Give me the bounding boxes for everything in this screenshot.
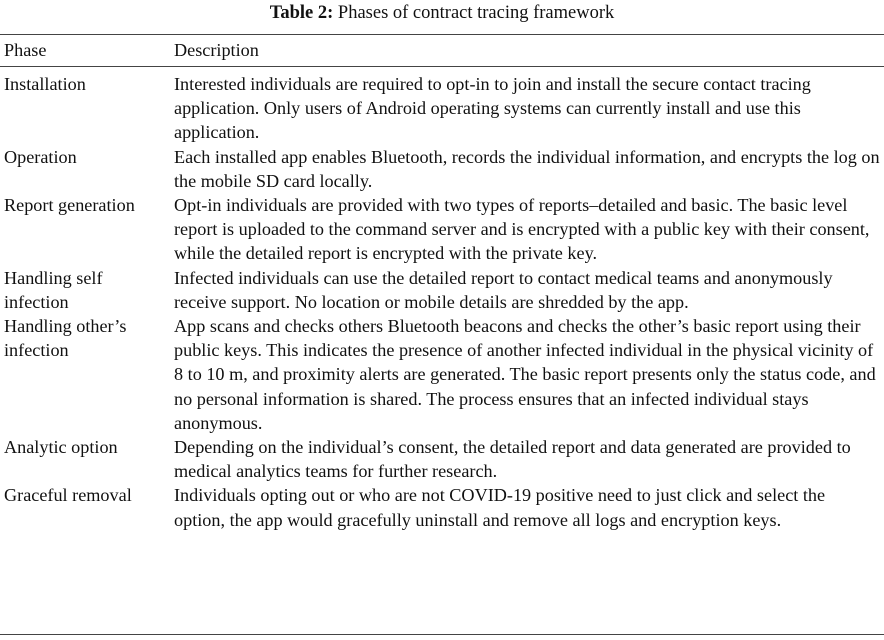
column-header-description: Description: [174, 40, 259, 60]
table-row: [0, 483, 884, 531]
table-row: [0, 193, 884, 266]
phase-cell: Handling other’s infection: [4, 316, 127, 361]
phase-cell: Handling self infection: [4, 267, 103, 312]
description-cell: App scans and checks others Bluetooth beacons and checks the other’s basic report using their public keys. This indicates the presence of another infected individual in the physical vicinity of 8 to 10 m, and proximity alerts are generated. The basic report presents only the status code, and no personal information is shared. The process ensures that an infected individual stays anonymous.: [174, 316, 876, 433]
table-row: [0, 266, 884, 314]
description-cell: Each installed app enables Bluetooth, records the individual information, and encrypts the log on the mobile SD card locally.: [174, 146, 880, 191]
column-header-phase: Phase: [4, 40, 47, 60]
table-top-rule: [0, 34, 884, 35]
table-caption: [0, 2, 884, 24]
description-cell: Infected individuals can use the detailed report to contact medical teams and anonymously receive support. No location or mobile details are shredded by the app.: [174, 267, 833, 312]
phase-cell: Installation: [4, 74, 86, 94]
description-cell: Individuals opting out or who are not COVID-19 positive need to just click and select the option, the app would gracefully uninstall and remove all logs and encryption keys.: [174, 485, 826, 530]
table-title: Phases of contract tracing framework: [337, 3, 615, 23]
table-header-row: [0, 38, 884, 68]
phase-cell: Analytic option: [4, 437, 118, 458]
description-cell: Depending on the individual’s consent, the detailed report and data generated are provided to medical analytics teams for further research.: [174, 437, 851, 482]
description-cell: Interested individuals are required to opt-in to join and install the secure contact tracing application. Only users of Android operating systems can currently install and use this application.: [174, 74, 811, 143]
table-number: Table 2:: [269, 3, 334, 23]
table-row: [0, 68, 884, 145]
table-bottom-rule: [0, 634, 884, 635]
description-cell: Opt-in individuals are provided with two types of reports–detailed and basic. The basic level report is uploaded to the command server and is encrypted with a public key with their consent, while the detailed report is encrypted with the private key.: [174, 195, 870, 264]
phase-cell: Graceful removal: [4, 485, 132, 506]
table-row: [0, 435, 884, 483]
phases-table: [0, 38, 884, 532]
phase-cell: Report generation: [4, 195, 135, 216]
table-row: [0, 314, 884, 435]
phase-cell: Operation: [4, 146, 77, 167]
table-row: [0, 145, 884, 193]
